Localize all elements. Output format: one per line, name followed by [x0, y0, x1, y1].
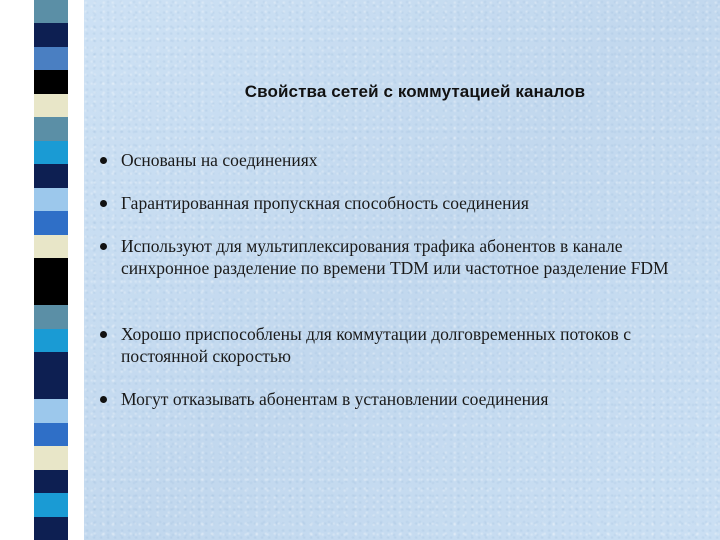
bullet-text: Гарантированная пропускная способность соединения: [121, 193, 529, 213]
bullet-dot-icon: [100, 396, 107, 403]
bullet-item: [100, 192, 712, 214]
bullet-text: Используют для мультиплексирования трафика абонентов в канале синхронное разделение по времени TDM или частотное разделение FDM: [121, 236, 669, 278]
bullet-item: [100, 149, 712, 171]
bullet-item: [100, 323, 712, 367]
bullet-text: Основаны на соединениях: [121, 150, 318, 170]
bullet-item: [100, 388, 712, 410]
bullet-text: Могут отказывать абонентам в установлении соединения: [121, 389, 549, 409]
bullet-dot-icon: [100, 200, 107, 207]
bullet-item: [100, 235, 712, 279]
bullet-dot-icon: [100, 331, 107, 338]
bullet-text: Хорошо приспособлены для коммутации долговременных потоков с постоянной скоростью: [121, 324, 631, 366]
bullet-dot-icon: [100, 243, 107, 250]
bullet-dot-icon: [100, 157, 107, 164]
slide-title: Свойства сетей с коммутацией каналов: [244, 82, 586, 101]
